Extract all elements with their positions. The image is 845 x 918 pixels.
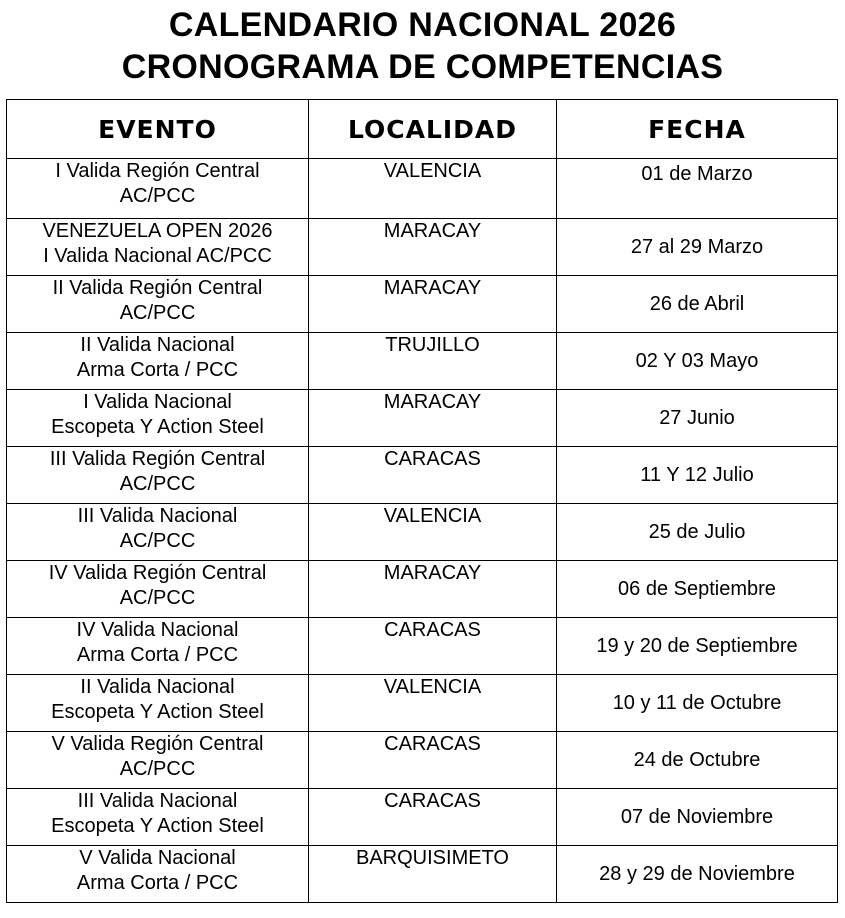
fecha-cell: 01 de Marzo — [557, 159, 838, 219]
evento-cell — [7, 333, 309, 390]
evento-line: Escopeta Y Action Steel — [51, 416, 264, 438]
table-row — [7, 390, 838, 447]
localidad-cell: MARACAY — [309, 390, 557, 447]
localidad-cell: TRUJILLO — [309, 333, 557, 390]
table-row — [7, 789, 838, 846]
evento-line: AC/PCC — [119, 530, 196, 552]
table-row — [7, 675, 838, 732]
evento-cell — [7, 618, 309, 675]
evento-line: Arma Corta / PCC — [76, 359, 239, 381]
fecha-cell: 27 al 29 Marzo — [557, 219, 838, 276]
localidad-cell: CARACAS — [309, 618, 557, 675]
table-row — [7, 504, 838, 561]
evento-line: II Valida Nacional — [80, 334, 235, 356]
evento-line: V Valida Región Central — [51, 733, 264, 755]
evento-cell — [7, 561, 309, 618]
column-header-localidad: LOCALIDAD — [309, 100, 557, 159]
evento-cell — [7, 789, 309, 846]
evento-line: II Valida Región Central — [52, 277, 263, 299]
evento-cell — [7, 732, 309, 789]
evento-line: I Valida Región Central — [55, 160, 260, 182]
evento-cell — [7, 219, 309, 276]
evento-cell — [7, 846, 309, 903]
fecha-cell: 28 y 29 de Noviembre — [557, 846, 838, 903]
evento-line: AC/PCC — [119, 185, 196, 207]
fecha-cell: 11 Y 12 Julio — [557, 447, 838, 504]
fecha-cell: 19 y 20 de Septiembre — [557, 618, 838, 675]
fecha-cell: 25 de Julio — [557, 504, 838, 561]
competition-schedule-table — [6, 99, 838, 903]
table-row — [7, 447, 838, 504]
localidad-cell: MARACAY — [309, 276, 557, 333]
table-row — [7, 159, 838, 219]
evento-line: VENEZUELA OPEN 2026 — [42, 220, 273, 242]
evento-line: IV Valida Nacional — [76, 619, 239, 641]
table-row — [7, 219, 838, 276]
fecha-cell: 02 Y 03 Mayo — [557, 333, 838, 390]
evento-cell — [7, 390, 309, 447]
evento-cell — [7, 159, 309, 219]
localidad-cell: VALENCIA — [309, 675, 557, 732]
table-row — [7, 732, 838, 789]
evento-cell — [7, 504, 309, 561]
evento-line: AC/PCC — [119, 302, 196, 324]
fecha-cell: 27 Junio — [557, 390, 838, 447]
table-header-row — [7, 100, 838, 159]
title-line-1: CALENDARIO NACIONAL 2026 — [168, 6, 677, 44]
fecha-cell: 10 y 11 de Octubre — [557, 675, 838, 732]
fecha-cell: 07 de Noviembre — [557, 789, 838, 846]
column-header-fecha: FECHA — [557, 100, 838, 159]
evento-line: III Valida Nacional — [77, 790, 238, 812]
evento-cell — [7, 675, 309, 732]
localidad-cell: CARACAS — [309, 447, 557, 504]
evento-line: Escopeta Y Action Steel — [51, 701, 264, 723]
evento-line: I Valida Nacional AC/PCC — [43, 245, 272, 267]
localidad-cell: MARACAY — [309, 561, 557, 618]
localidad-cell: CARACAS — [309, 789, 557, 846]
fecha-cell: 26 de Abril — [557, 276, 838, 333]
evento-line: Arma Corta / PCC — [76, 644, 239, 666]
evento-line: Arma Corta / PCC — [76, 872, 239, 894]
document-title — [0, 4, 845, 88]
evento-line: III Valida Nacional — [77, 505, 238, 527]
evento-cell — [7, 447, 309, 504]
column-header-evento: EVENTO — [7, 100, 309, 159]
localidad-cell: MARACAY — [309, 219, 557, 276]
evento-line: AC/PCC — [119, 758, 196, 780]
evento-line: I Valida Nacional — [83, 391, 232, 413]
localidad-cell: BARQUISIMETO — [309, 846, 557, 903]
fecha-cell: 06 de Septiembre — [557, 561, 838, 618]
table-row — [7, 618, 838, 675]
evento-line: AC/PCC — [119, 473, 196, 495]
table-row — [7, 846, 838, 903]
localidad-cell: CARACAS — [309, 732, 557, 789]
localidad-cell: VALENCIA — [309, 504, 557, 561]
table-row — [7, 333, 838, 390]
evento-line: V Valida Nacional — [79, 847, 236, 869]
evento-line: IV Valida Región Central — [48, 562, 267, 584]
evento-line: AC/PCC — [119, 587, 196, 609]
title-line-2: CRONOGRAMA DE COMPETENCIAS — [121, 48, 724, 86]
table-row — [7, 276, 838, 333]
fecha-cell: 24 de Octubre — [557, 732, 838, 789]
evento-line: III Valida Región Central — [49, 448, 266, 470]
table-row — [7, 561, 838, 618]
evento-line: Escopeta Y Action Steel — [51, 815, 264, 837]
evento-line: II Valida Nacional — [80, 676, 235, 698]
localidad-cell: VALENCIA — [309, 159, 557, 219]
evento-cell — [7, 276, 309, 333]
